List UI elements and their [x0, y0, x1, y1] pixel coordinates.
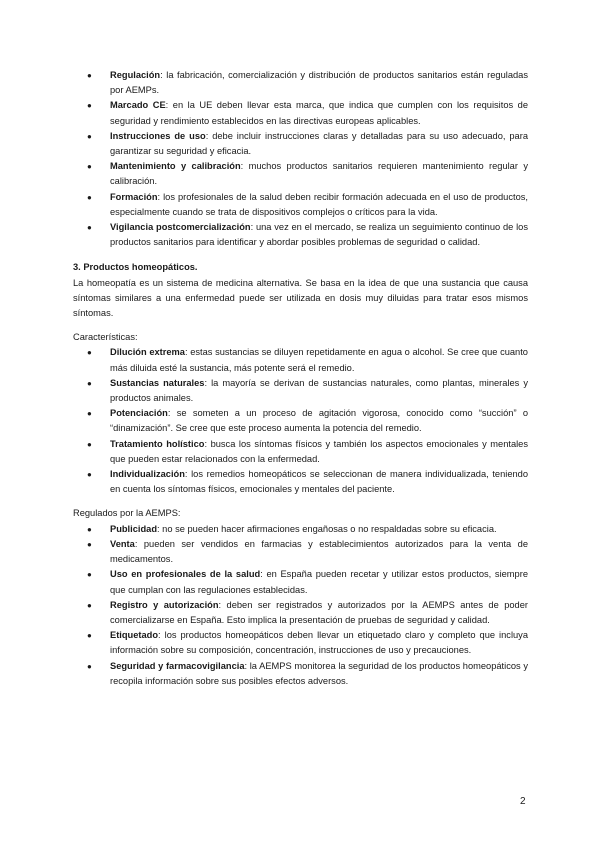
features-label: Características:	[73, 332, 138, 343]
section-intro: La homeopatía es un sistema de medicina alternativa. Se basa en la idea de que una sustancia que causa síntomas similares a una enfermedad puede ser utilizada en dosis muy diluidas para tratar esos mismos síntomas.	[73, 277, 528, 319]
item-text: : en la UE deben llevar esta marca, que indica que cumplen con los requisitos de seguridad y rendimiento establecidos en las directivas europeas aplicables.	[110, 100, 528, 126]
item-term: Formación	[110, 191, 158, 202]
item-term: Mantenimiento y calibración	[110, 161, 241, 172]
list-item	[73, 129, 528, 159]
list-item	[73, 376, 528, 406]
section-heading: 3. Productos homeopáticos.	[73, 262, 198, 273]
bullet-icon: ●	[87, 348, 92, 358]
item-text: : en España pueden recetar y utilizar estos productos, siempre que cumplan con las regulaciones establecidas.	[110, 569, 528, 595]
list-item	[73, 220, 528, 250]
regulated-label: Regulados por la AEMPS:	[73, 508, 181, 519]
bullet-icon: ●	[87, 661, 92, 671]
item-term: Vigilancia postcomercialización	[110, 222, 251, 233]
item-text: : pueden ser vendidos en farmacias y establecimientos autorizados para la venta de medicamentos.	[110, 538, 528, 565]
item-term: Individualización	[110, 469, 185, 480]
sanitary-products-list	[73, 68, 528, 250]
list-item	[73, 437, 528, 467]
list-item	[73, 567, 528, 597]
item-text: : no se pueden hacer afirmaciones engañosas o no respaldadas sobre su eficacia.	[157, 523, 497, 534]
bullet-icon: ●	[87, 162, 92, 172]
bullet-icon: ●	[87, 409, 92, 419]
item-text: : estas sustancias se diluyen repetidamente en agua o alcohol. Se cree que cuanto más diluida esté la sustancia, más potente será el remedio.	[110, 347, 528, 373]
item-text: : los profesionales de la salud deben recibir formación adecuada en el uso de productos, especialmente cuando se trata de dispositivos complejos o críticos para la vida.	[110, 191, 528, 217]
item-text: : debe incluir instrucciones claras y detalladas para su uso adecuado, para garantizar su seguridad y eficacia.	[110, 130, 528, 157]
bullet-icon: ●	[87, 223, 92, 233]
item-text: : los productos homeopáticos deben llevar un etiquetado claro y completo que incluya información sobre su composición, concentración, instrucciones de uso y precauciones.	[110, 630, 528, 656]
item-term: Venta	[110, 538, 135, 549]
list-item	[73, 628, 528, 658]
item-text: : la fabricación, comercialización y distribución de productos sanitarios están reguladas por AEMPs.	[110, 70, 528, 96]
item-term: Potenciación	[110, 408, 168, 419]
item-text: : una vez en el mercado, se realiza un seguimiento continuo de los productos sanitarios para identificar y abordar posibles problemas de seguridad o calidad.	[110, 222, 528, 248]
list-item	[73, 98, 528, 128]
list-item	[73, 467, 528, 497]
item-term: Uso en profesionales de la salud	[110, 569, 261, 580]
bullet-icon: ●	[87, 131, 92, 141]
bullet-icon: ●	[87, 101, 92, 111]
bullet-icon: ●	[87, 378, 92, 388]
list-item	[73, 659, 528, 689]
features-list	[73, 345, 528, 497]
item-term: Publicidad	[110, 523, 158, 534]
bullet-icon: ●	[87, 524, 92, 534]
item-term: Etiquetado	[110, 630, 159, 641]
item-term: Tratamiento holístico	[110, 438, 205, 449]
item-term: Marcado CE	[110, 100, 166, 111]
list-item	[73, 345, 528, 375]
item-text: : busca los síntomas físicos y también los aspectos emocionales y mentales que pueden estar relacionados con la enfermedad.	[110, 438, 529, 464]
item-text: : la AEMPS monitorea la seguridad de los productos homeopáticos y recopila información sobre sus posibles efectos adversos.	[110, 660, 528, 686]
item-term: Seguridad y farmacovigilancia	[110, 660, 245, 671]
item-term: Sustancias naturales	[110, 377, 205, 388]
list-item	[73, 190, 528, 220]
item-term: Regulación	[110, 70, 161, 80]
page-number: 2	[520, 796, 526, 807]
bullet-icon: ●	[87, 439, 92, 449]
list-item	[73, 159, 528, 189]
item-term: Dilución extrema	[110, 347, 185, 358]
list-item	[73, 598, 528, 628]
bullet-icon: ●	[87, 71, 92, 80]
list-item	[73, 406, 528, 436]
item-term: Registro y autorización	[110, 599, 219, 610]
bullet-icon: ●	[87, 570, 92, 580]
item-text: : se someten a un proceso de agitación vigorosa, conocido como “succión” o “dinamización”. Se cree que este proceso aumenta la potencia del remedio.	[110, 408, 528, 434]
item-term: Instrucciones de uso	[110, 130, 206, 141]
list-item	[73, 522, 528, 537]
list-item	[73, 68, 528, 98]
bullet-icon: ●	[87, 600, 92, 610]
item-text: : muchos productos sanitarios requieren mantenimiento regular y calibración.	[110, 161, 528, 187]
item-text: : deben ser registrados y autorizados por la AEMPS antes de poder comercializarse en España. Esto implica la presentación de pruebas de seguridad y calidad.	[110, 599, 528, 625]
list-item	[73, 537, 528, 567]
bullet-icon: ●	[87, 470, 92, 480]
item-text: : la mayoría se derivan de sustancias naturales, como plantas, minerales y productos animales.	[110, 377, 529, 404]
bullet-icon: ●	[87, 192, 92, 202]
bullet-icon: ●	[87, 539, 92, 549]
page-content	[73, 68, 528, 689]
bullet-icon: ●	[87, 631, 92, 641]
regulated-list	[73, 522, 528, 689]
item-text: : los remedios homeopáticos se seleccionan de manera individualizada, teniendo en cuenta los síntomas físicos, emocionales y mentales del paciente.	[110, 469, 528, 495]
